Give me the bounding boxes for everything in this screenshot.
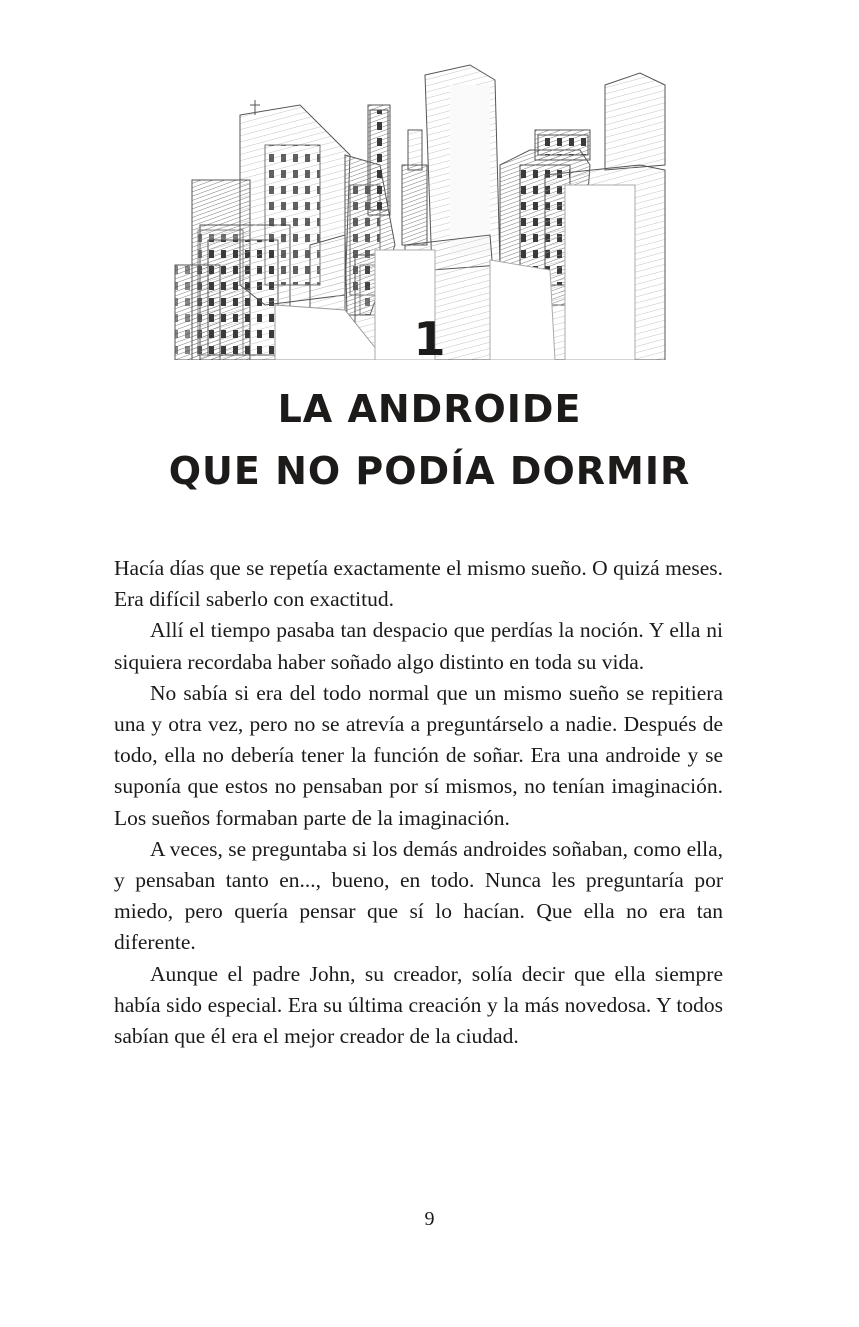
chapter-number: 1 (413, 312, 446, 366)
paragraph: Allí el tiempo pasaba tan despacio que perdías la noción. Y ella ni siquiera recordaba haber soñado algo distinto en toda su vida. (114, 618, 723, 674)
paragraph: Aunque el padre John, su creador, solía decir que ella siempre había sido especial. Era su última creación y la más novedosa. Y todos sabían que él era el mejor creador de la ciudad. (114, 961, 723, 1049)
page-number: 9 (424, 1208, 435, 1230)
chapter-title-line-2: QUE NO PODÍA DORMIR (168, 449, 691, 493)
paragraph: No sabía si era del todo normal que un mismo sueño se repitiera una y otra vez, pero no se atrevía a preguntárselo a nadie. Después de todo, ella no debería tener la función de soñar. Era una androide y se suponía que estos no pensaban por sí mismos, no tenían imaginación. Los sueños formaban parte de la imaginación. (114, 680, 723, 830)
chapter-title-line-1: LA ANDROIDE (277, 387, 582, 431)
chapter-title (0, 378, 859, 502)
paragraph: Hacía días que se repetía exactamente el mismo sueño. O quizá meses. Era difícil saberlo con exactitud. (114, 556, 723, 612)
paragraph: A veces, se preguntaba si los demás androides soñaban, como ella, y pensaban tanto en..., bueno, en todo. Nunca les preguntaría por miedo, pero quería pensar que sí lo hacían. Que ella no era tan diferente. (114, 836, 723, 955)
chapter-body-text (114, 553, 723, 1052)
